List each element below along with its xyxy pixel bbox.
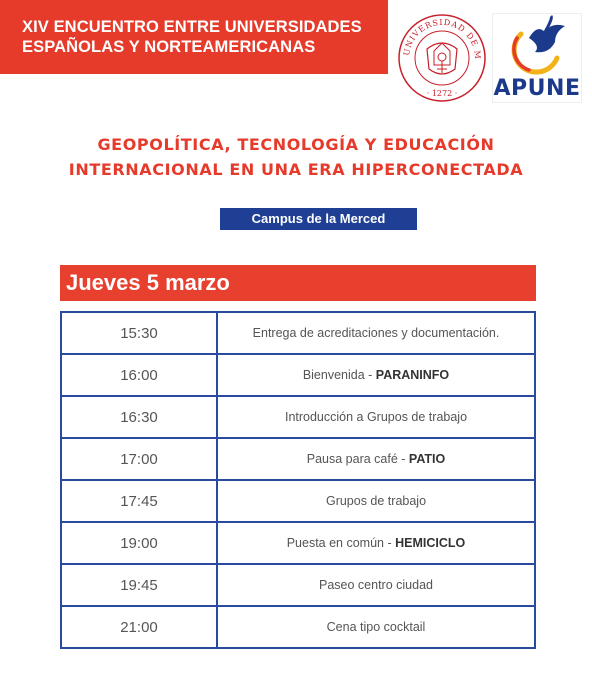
activity-text: Puesta en común - bbox=[286, 536, 396, 550]
table-row bbox=[61, 522, 535, 564]
time-cell: 16:30 bbox=[61, 396, 217, 438]
time-cell: 21:00 bbox=[61, 606, 217, 648]
time-cell: 19:00 bbox=[61, 522, 217, 564]
universidad-murcia-seal-logo bbox=[397, 13, 487, 103]
activity-cell bbox=[217, 312, 535, 354]
activity-text: Entrega de acreditaciones y documentación. bbox=[252, 326, 500, 340]
activity-text: Cena tipo cocktail bbox=[326, 620, 426, 634]
activity-cell bbox=[217, 564, 535, 606]
table-row bbox=[61, 564, 535, 606]
activity-text: Pausa para café - bbox=[306, 452, 409, 466]
venue-label: Campus de la Merced bbox=[220, 208, 417, 230]
apune-logo bbox=[492, 13, 582, 103]
table-row bbox=[61, 480, 535, 522]
activity-cell bbox=[217, 354, 535, 396]
time-cell: 15:30 bbox=[61, 312, 217, 354]
apune-wordmark: APUNE bbox=[493, 76, 581, 101]
activity-cell bbox=[217, 438, 535, 480]
day-header: Jueves 5 marzo bbox=[60, 265, 536, 301]
activity-cell bbox=[217, 396, 535, 438]
time-cell: 17:45 bbox=[61, 480, 217, 522]
time-cell: 19:45 bbox=[61, 564, 217, 606]
location-text: PATIO bbox=[408, 452, 446, 466]
seal-text: UNIVERSIDAD DE M bbox=[401, 17, 483, 61]
activity-text: Grupos de trabajo bbox=[325, 494, 427, 508]
event-banner bbox=[0, 0, 388, 74]
activity-text: Introducción a Grupos de trabajo bbox=[284, 410, 468, 424]
schedule-table bbox=[60, 311, 536, 649]
activity-cell bbox=[217, 480, 535, 522]
location-text: PARANINFO bbox=[375, 368, 450, 382]
conference-title-line-1: GEOPOLÍTICA, TECNOLOGÍA Y EDUCACIÓN bbox=[97, 135, 495, 154]
conference-title-line-2: INTERNACIONAL EN UNA ERA HIPERCONECTADA bbox=[68, 160, 524, 179]
table-row bbox=[61, 396, 535, 438]
table-row bbox=[61, 606, 535, 648]
time-cell: 16:00 bbox=[61, 354, 217, 396]
activity-text: Paseo centro ciudad bbox=[319, 578, 433, 592]
activity-text: Bienvenida - bbox=[302, 368, 376, 382]
activity-cell bbox=[217, 606, 535, 648]
seal-year: · 1272 · bbox=[426, 89, 458, 98]
location-text: HEMICICLO bbox=[395, 536, 466, 550]
time-cell: 17:00 bbox=[61, 438, 217, 480]
activity-cell bbox=[217, 522, 535, 564]
table-row bbox=[61, 354, 535, 396]
table-row bbox=[61, 312, 535, 354]
event-title-line-2: ESPAÑOLAS Y NORTEAMERICANAS bbox=[22, 38, 316, 56]
event-title-line-1: XIV ENCUENTRO ENTRE UNIVERSIDADES bbox=[22, 18, 362, 36]
table-row bbox=[61, 438, 535, 480]
